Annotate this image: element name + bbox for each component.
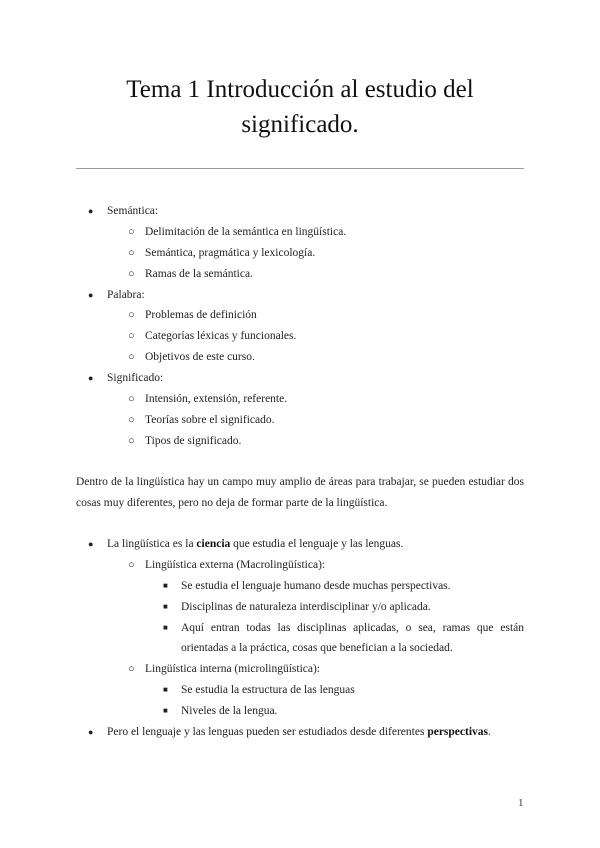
- circle-bullet-icon: ○: [128, 267, 135, 280]
- outline-subitem: [0, 347, 600, 368]
- square-bullet-icon: ■: [163, 601, 168, 611]
- perspectives-item: [0, 722, 600, 743]
- square-bullet-icon: ■: [163, 685, 168, 695]
- square-bullet-icon: ■: [163, 706, 168, 716]
- outline-subitem-label: Categorías léxicas y funcionales.: [145, 330, 297, 343]
- outline-subitem: [0, 389, 600, 410]
- circle-bullet-icon: ○: [128, 413, 135, 426]
- outline-subitem-label: Objetivos de este curso.: [145, 351, 255, 364]
- outline-subitem-label: Teorías sobre el significado.: [145, 413, 275, 426]
- internal-detail-item: [0, 701, 600, 722]
- perspectives-text: [107, 722, 491, 743]
- disc-bullet-icon: ●: [88, 206, 94, 216]
- outline-subitem: [0, 326, 600, 347]
- document-title-line-2: significado.: [241, 111, 359, 138]
- internal-detail-item: [0, 680, 600, 701]
- outline-subitem-label: Problemas de definición: [145, 309, 257, 322]
- title-divider: [76, 168, 524, 169]
- outline-item-palabra: [0, 285, 600, 306]
- outline-subitem: [0, 305, 600, 326]
- outline-item-label: Palabra:: [107, 288, 145, 301]
- outline-subitem-label: Tipos de significado.: [145, 434, 242, 447]
- closing-after: .: [488, 726, 491, 739]
- intro-paragraph: Dentro de la lingüística hay un campo muy amplio de áreas para trabajar, se pueden estudiar dos cosas muy diferentes, pero no deja de formar parte de la lingüística.: [76, 476, 524, 509]
- internal-detail-text: Se estudia la estructura de las lenguas: [181, 684, 355, 697]
- circle-bullet-icon: ○: [128, 434, 135, 447]
- external-linguistics-item: [0, 555, 600, 576]
- internal-detail-text: Niveles de la lengua.: [181, 705, 278, 718]
- document-title: [0, 72, 600, 142]
- disc-bullet-icon: ●: [88, 727, 94, 738]
- science-keyword: ciencia: [196, 538, 231, 550]
- external-detail-item: [0, 576, 600, 597]
- outline-item-label: Semántica:: [107, 205, 159, 217]
- science-intro-after: que estudia el lenguaje y las lenguas.: [230, 538, 404, 550]
- internal-linguistics-label: Lingüística interna (microlingüística):: [145, 663, 321, 676]
- outline-item-significado: [0, 368, 600, 389]
- circle-bullet-icon: ○: [128, 225, 135, 238]
- external-detail-text: Se estudia el lenguaje humano desde muchas perspectivas.: [181, 579, 451, 592]
- circle-bullet-icon: ○: [128, 663, 135, 676]
- circle-bullet-icon: ○: [128, 351, 135, 364]
- outline-item-semantica: [0, 201, 600, 222]
- external-linguistics-label: Lingüística externa (Macrolingüística):: [145, 558, 326, 571]
- external-detail-item: [163, 618, 524, 660]
- page-number: 1: [518, 797, 524, 809]
- circle-bullet-icon: ○: [128, 246, 135, 259]
- square-bullet-icon: ■: [163, 580, 168, 590]
- perspectives-keyword: perspectivas: [427, 726, 488, 739]
- closing-before: Pero el lenguaje y las lenguas pueden ser estudiados desde diferentes: [107, 726, 428, 739]
- circle-bullet-icon: ○: [128, 558, 135, 571]
- outline-subitem-label: Intensión, extensión, referente.: [145, 393, 288, 406]
- circle-bullet-icon: ○: [128, 330, 135, 343]
- external-detail-text: Aquí entran todas las disciplinas aplicadas, o sea, ramas que están orientadas a la práctica, cosas que benefician a la sociedad.: [181, 621, 524, 655]
- outline-subitem: [0, 431, 600, 452]
- square-bullet-icon: ■: [163, 622, 168, 632]
- outline-subitem-label: Semántica, pragmática y lexicología.: [145, 246, 316, 259]
- outline-subitem-label: Ramas de la semántica.: [145, 267, 253, 280]
- outline-subitem: [0, 410, 600, 431]
- outline-item-label: Significado:: [107, 372, 164, 385]
- disc-bullet-icon: ●: [88, 289, 94, 300]
- linguistics-section: [0, 534, 600, 743]
- circle-bullet-icon: ○: [128, 393, 135, 406]
- science-intro-text: [107, 534, 403, 555]
- science-intro-item: [0, 534, 600, 555]
- outline-subitem: [0, 264, 600, 285]
- topic-outline: [0, 201, 600, 452]
- disc-bullet-icon: ●: [88, 539, 94, 549]
- circle-bullet-icon: ○: [128, 309, 135, 322]
- internal-linguistics-item: [0, 659, 600, 680]
- outline-subitem-label: Delimitación de la semántica en lingüística.: [145, 225, 347, 238]
- disc-bullet-icon: ●: [88, 373, 94, 384]
- science-intro-before: La lingüística es la: [107, 538, 197, 550]
- outline-subitem: [0, 243, 600, 264]
- document-title-line-1: Tema 1 Introducción al estudio del: [126, 76, 474, 103]
- external-detail-item: [0, 597, 600, 618]
- outline-subitem: [0, 222, 600, 243]
- external-detail-text: Disciplinas de naturaleza interdisciplinar y/o aplicada.: [181, 600, 431, 613]
